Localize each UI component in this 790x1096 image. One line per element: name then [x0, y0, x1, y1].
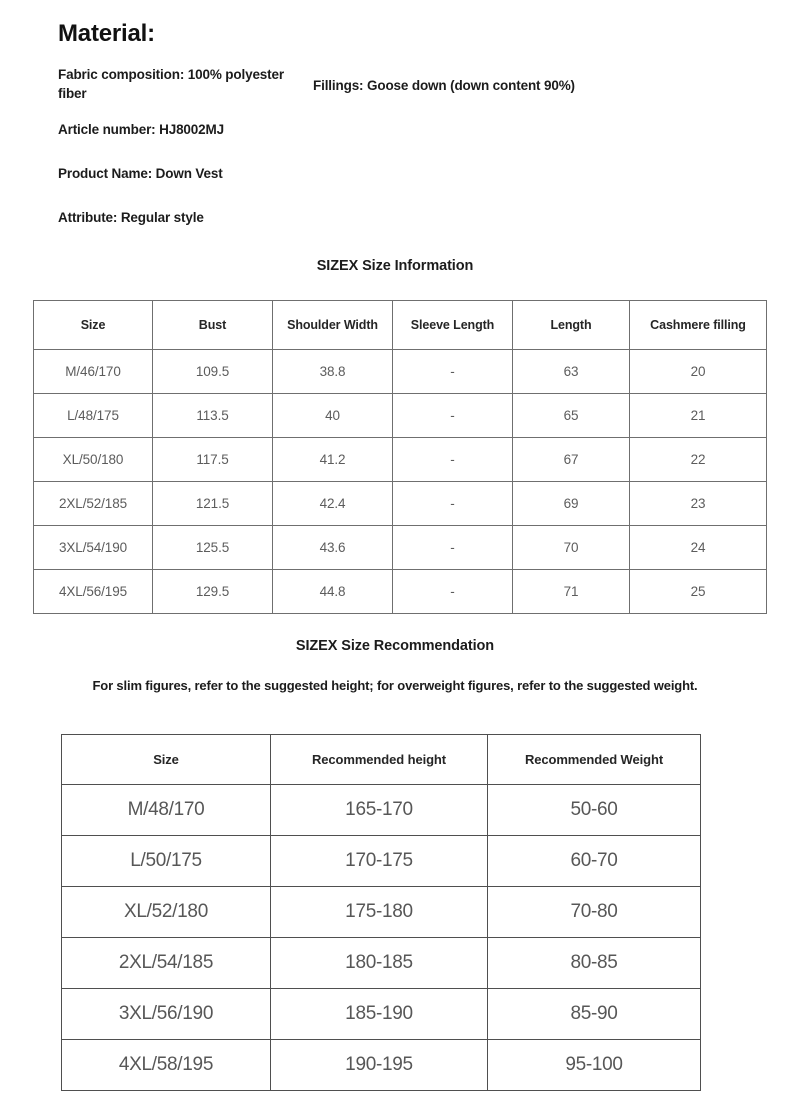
reco-cell-1: 185-190 [271, 989, 488, 1040]
size-cell-5: 21 [630, 394, 767, 438]
reco-cell-0: XL/52/180 [62, 887, 271, 938]
size-cell-3: - [393, 526, 513, 570]
size-cell-4: 65 [513, 394, 630, 438]
reco-cell-1: 175-180 [271, 887, 488, 938]
size-cell-3: - [393, 438, 513, 482]
table-row [62, 785, 701, 836]
reco-cell-1: 170-175 [271, 836, 488, 887]
size-cell-2: 38.8 [273, 350, 393, 394]
size-cell-1: 117.5 [153, 438, 273, 482]
size-cell-0: XL/50/180 [34, 438, 153, 482]
size-cell-5: 20 [630, 350, 767, 394]
size-cell-4: 67 [513, 438, 630, 482]
reco-cell-2: 60-70 [488, 836, 701, 887]
product-name-text: Product Name: Down Vest [58, 166, 223, 181]
size-cell-4: 70 [513, 526, 630, 570]
size-cell-5: 23 [630, 482, 767, 526]
size-recommendation-table [61, 734, 701, 1091]
size-information-table [33, 300, 767, 614]
table-row [62, 887, 701, 938]
reco-cell-0: L/50/175 [62, 836, 271, 887]
size-cell-4: 63 [513, 350, 630, 394]
size-cell-1: 113.5 [153, 394, 273, 438]
fabric-composition-text: Fabric composition: 100% polyester fiber [58, 67, 284, 101]
reco-cell-2: 50-60 [488, 785, 701, 836]
size-cell-3: - [393, 482, 513, 526]
column-header-1: Recommended height [271, 735, 488, 785]
size-cell-1: 109.5 [153, 350, 273, 394]
size-cell-4: 71 [513, 570, 630, 614]
table-row [62, 836, 701, 887]
reco-cell-1: 190-195 [271, 1040, 488, 1091]
size-cell-2: 43.6 [273, 526, 393, 570]
size-cell-2: 40 [273, 394, 393, 438]
table-row [62, 989, 701, 1040]
size-cell-0: M/46/170 [34, 350, 153, 394]
table-row [62, 1040, 701, 1091]
reco-cell-2: 85-90 [488, 989, 701, 1040]
reco-cell-2: 80-85 [488, 938, 701, 989]
table-row [34, 570, 767, 614]
table-row [34, 482, 767, 526]
attribute-text: Attribute: Regular style [58, 210, 204, 225]
size-information-table-body [34, 350, 767, 614]
size-cell-0: 4XL/56/195 [34, 570, 153, 614]
size-cell-0: L/48/175 [34, 394, 153, 438]
column-header-4: Length [513, 301, 630, 350]
size-cell-2: 44.8 [273, 570, 393, 614]
column-header-0: Size [34, 301, 153, 350]
reco-cell-0: M/48/170 [62, 785, 271, 836]
column-header-1: Bust [153, 301, 273, 350]
size-cell-3: - [393, 570, 513, 614]
column-header-5: Cashmere filling [630, 301, 767, 350]
size-cell-2: 42.4 [273, 482, 393, 526]
reco-cell-0: 2XL/54/185 [62, 938, 271, 989]
article-number-text: Article number: HJ8002MJ [58, 122, 224, 137]
size-cell-5: 22 [630, 438, 767, 482]
column-header-3: Sleeve Length [393, 301, 513, 350]
reco-cell-2: 95-100 [488, 1040, 701, 1091]
table-header-row [34, 301, 767, 350]
table-header-row [62, 735, 701, 785]
fillings-text: Fillings: Goose down (down content 90%) [313, 78, 575, 93]
reco-cell-0: 3XL/56/190 [62, 989, 271, 1040]
size-information-title: SIZEX Size Information [316, 258, 474, 274]
column-header-2: Recommended Weight [488, 735, 701, 785]
reco-cell-0: 4XL/58/195 [62, 1040, 271, 1091]
table-row [34, 438, 767, 482]
size-cell-5: 24 [630, 526, 767, 570]
size-cell-4: 69 [513, 482, 630, 526]
table-row [62, 938, 701, 989]
table-row [34, 350, 767, 394]
size-cell-0: 3XL/54/190 [34, 526, 153, 570]
size-cell-5: 25 [630, 570, 767, 614]
reco-cell-2: 70-80 [488, 887, 701, 938]
reco-cell-1: 180-185 [271, 938, 488, 989]
table-row [34, 526, 767, 570]
size-recommendation-table-body [62, 785, 701, 1091]
size-cell-3: - [393, 394, 513, 438]
column-header-2: Shoulder Width [273, 301, 393, 350]
reco-cell-1: 165-170 [271, 785, 488, 836]
size-cell-2: 41.2 [273, 438, 393, 482]
size-cell-1: 125.5 [153, 526, 273, 570]
size-cell-3: - [393, 350, 513, 394]
size-recommendation-note: For slim figures, refer to the suggested height; for overweight figures, refer to the suggested weight. [92, 678, 698, 693]
column-header-0: Size [62, 735, 271, 785]
size-cell-1: 129.5 [153, 570, 273, 614]
size-cell-0: 2XL/52/185 [34, 482, 153, 526]
size-recommendation-title: SIZEX Size Recommendation [295, 638, 495, 654]
size-cell-1: 121.5 [153, 482, 273, 526]
material-heading: Material: [58, 20, 155, 47]
table-row [34, 394, 767, 438]
